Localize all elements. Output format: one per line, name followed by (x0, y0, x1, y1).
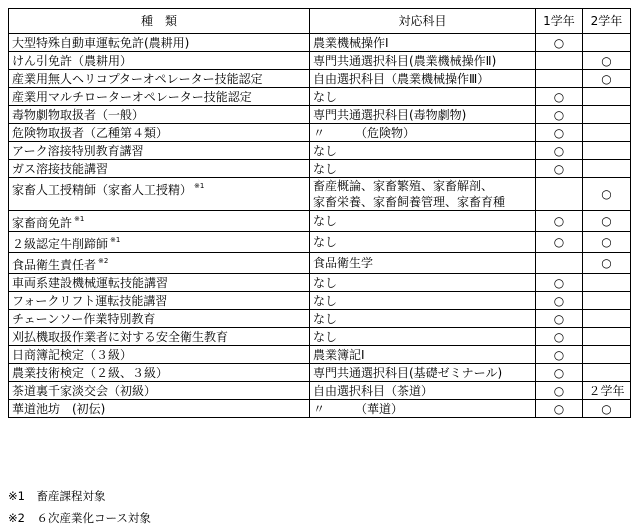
subject-text: 専門共通選択科目(農業機械操作Ⅱ) (313, 53, 497, 68)
year2-mark (583, 106, 631, 124)
qualification-name: 危険物取扱者（乙種第４類） (12, 125, 169, 140)
year2-mark: ○ (583, 178, 631, 211)
qualification-name-cell (9, 310, 310, 328)
year2-mark: ○ (583, 253, 631, 274)
year1-mark: ○ (536, 400, 583, 418)
year1-mark: ○ (536, 124, 583, 142)
table-row (9, 142, 631, 160)
header-year2: 2学年 (583, 9, 631, 34)
year2-mark (583, 328, 631, 346)
table-row (9, 160, 631, 178)
qualification-name: 茶道裏千家淡交会（初級） (12, 383, 157, 398)
qualification-name-cell (9, 178, 310, 211)
year2-mark (583, 142, 631, 160)
subject-cell (310, 88, 536, 106)
qualification-name: フォークリフト運転技能講習 (12, 293, 168, 308)
subject-cell (310, 160, 536, 178)
footnote-marker: ※1 (194, 182, 205, 190)
year2-mark: ２学年 (583, 382, 631, 400)
subject-cell (310, 106, 536, 124)
table-row (9, 70, 631, 88)
year2-mark (583, 34, 631, 52)
table-row (9, 382, 631, 400)
qualification-name: 産業用マルチローターオペレーター技能認定 (12, 89, 252, 104)
table-row (9, 364, 631, 382)
subject-cell (310, 310, 536, 328)
subject-cell (310, 400, 536, 418)
subject-cell (310, 52, 536, 70)
qualification-name: けん引免許（農耕用） (12, 53, 133, 68)
subject-text: なし (313, 235, 338, 249)
qualification-name-cell (9, 124, 310, 142)
year1-mark: ○ (536, 274, 583, 292)
subject-text: 自由選択科目（茶道） (313, 383, 434, 398)
subject-cell (310, 232, 536, 253)
year2-mark: ○ (583, 400, 631, 418)
qualification-name-cell (9, 34, 310, 52)
header-row (9, 9, 631, 34)
qualification-name-cell (9, 52, 310, 70)
qualification-name: 日商簿記検定（３級） (12, 347, 133, 362)
year1-mark (536, 178, 583, 211)
year2-mark (583, 274, 631, 292)
subject-cell (310, 346, 536, 364)
year2-mark: ○ (583, 232, 631, 253)
qualification-name-cell (9, 253, 310, 274)
table-row (9, 124, 631, 142)
year1-mark (536, 253, 583, 274)
year2-mark (583, 346, 631, 364)
table-row (9, 211, 631, 232)
qualification-name: 家畜商免許 (12, 216, 73, 230)
qualification-name-cell (9, 70, 310, 88)
qualification-name-cell (9, 88, 310, 106)
table-row (9, 52, 631, 70)
subject-cell (310, 34, 536, 52)
year1-mark: ○ (536, 232, 583, 253)
qualification-name: チェーンソー作業特別教育 (12, 311, 156, 326)
subject-cell (310, 211, 536, 232)
year1-mark: ○ (536, 328, 583, 346)
table-row (9, 178, 631, 211)
subject-text: なし (313, 143, 338, 158)
subject-cell (310, 70, 536, 88)
qualification-name-cell (9, 328, 310, 346)
subject-cell (310, 178, 536, 211)
qualification-name: アーク溶接特別教育講習 (12, 143, 144, 158)
subject-text: なし (313, 161, 338, 176)
table-row (9, 400, 631, 418)
year2-mark (583, 160, 631, 178)
year1-mark: ○ (536, 310, 583, 328)
subject-text-line2: 家畜栄養、家畜飼養管理、家畜育種 (313, 195, 506, 209)
year1-mark: ○ (536, 88, 583, 106)
table-row (9, 274, 631, 292)
qualification-table (8, 8, 631, 418)
table-row (9, 34, 631, 52)
year1-mark: ○ (536, 34, 583, 52)
subject-text: 食品衛生学 (313, 256, 374, 270)
year2-mark (583, 124, 631, 142)
qualification-name-cell (9, 232, 310, 253)
qualification-name-cell (9, 160, 310, 178)
year1-mark: ○ (536, 211, 583, 232)
qualification-name: 刈払機取扱作業者に対する安全衛生教育 (12, 329, 229, 344)
subject-text: なし (313, 311, 338, 326)
qualification-name: 農業技術検定（２級、３級） (12, 365, 169, 380)
qualification-name: 産業用無人ヘリコプターオペレーター技能認定 (12, 71, 263, 86)
qualification-name-cell (9, 142, 310, 160)
subject-text: なし (313, 329, 338, 344)
year1-mark: ○ (536, 346, 583, 364)
header-kind: 種 類 (9, 9, 310, 34)
qualification-name: 食品衛生責任者 (12, 258, 97, 272)
subject-text: 農業機械操作Ⅰ (313, 35, 389, 50)
qualification-name-cell (9, 346, 310, 364)
subject-cell (310, 328, 536, 346)
qualification-name: 車両系建設機械運転技能講習 (12, 275, 169, 290)
qualification-name: ２級認定牛削蹄師 (12, 237, 109, 251)
footnote-2: ※2 ６次産業化コース対象 (8, 511, 151, 525)
qualification-name-cell (9, 400, 310, 418)
subject-text: なし (313, 89, 338, 104)
year1-mark (536, 52, 583, 70)
table-row (9, 346, 631, 364)
subject-cell (310, 292, 536, 310)
qualification-name-cell (9, 211, 310, 232)
subject-cell (310, 274, 536, 292)
subject-cell (310, 124, 536, 142)
year2-mark (583, 88, 631, 106)
table-row (9, 292, 631, 310)
table-row (9, 328, 631, 346)
qualification-name: ガス溶接技能講習 (12, 161, 109, 176)
footnote-marker: ※2 (98, 257, 109, 265)
subject-text: 自由選択科目（農業機械操作Ⅲ） (313, 71, 490, 86)
qualification-name: 家畜人工授精師（家畜人工授精） (12, 183, 193, 197)
header-subject: 対応科目 (310, 9, 536, 34)
table-row (9, 253, 631, 274)
qualification-name-cell (9, 274, 310, 292)
year1-mark: ○ (536, 364, 583, 382)
subject-text: 〃 （危険物） (313, 125, 416, 140)
subject-text: 畜産概論、家畜繁殖、家畜解剖、 (313, 179, 494, 193)
qualification-name-cell (9, 382, 310, 400)
header-year1: 1学年 (536, 9, 583, 34)
footnote-marker: ※1 (74, 215, 85, 223)
qualification-name: 華道池坊 (初伝) (12, 401, 106, 416)
subject-text: 専門共通選択科目(毒物劇物) (313, 107, 467, 122)
year1-mark: ○ (536, 160, 583, 178)
year1-mark (536, 70, 583, 88)
subject-cell (310, 364, 536, 382)
footnote-marker: ※1 (110, 236, 121, 244)
subject-text: 専門共通選択科目(基礎ゼミナール) (313, 365, 503, 380)
table-body (9, 34, 631, 418)
year1-mark: ○ (536, 106, 583, 124)
year2-mark (583, 364, 631, 382)
table-row (9, 310, 631, 328)
subject-text: 〃 （華道） (313, 401, 404, 416)
footnote-1: ※1 畜産課程対象 (8, 489, 106, 503)
table-row (9, 232, 631, 253)
year2-mark (583, 292, 631, 310)
subject-text: なし (313, 214, 338, 228)
year2-mark: ○ (583, 70, 631, 88)
table-row (9, 106, 631, 124)
qualification-name-cell (9, 106, 310, 124)
year2-mark (583, 310, 631, 328)
subject-cell (310, 253, 536, 274)
subject-cell (310, 382, 536, 400)
year1-mark: ○ (536, 142, 583, 160)
subject-text: なし (313, 275, 338, 290)
year1-mark: ○ (536, 382, 583, 400)
qualification-name-cell (9, 292, 310, 310)
subject-text: なし (313, 293, 338, 308)
qualification-name: 大型特殊自動車運転免許(農耕用) (12, 35, 190, 50)
year1-mark: ○ (536, 292, 583, 310)
qualification-name-cell (9, 364, 310, 382)
year2-mark: ○ (583, 52, 631, 70)
table-row (9, 88, 631, 106)
subject-text: 農業簿記Ⅰ (313, 347, 365, 362)
year2-mark: ○ (583, 211, 631, 232)
subject-cell (310, 142, 536, 160)
qualification-name: 毒物劇物取扱者（一般） (12, 107, 145, 122)
